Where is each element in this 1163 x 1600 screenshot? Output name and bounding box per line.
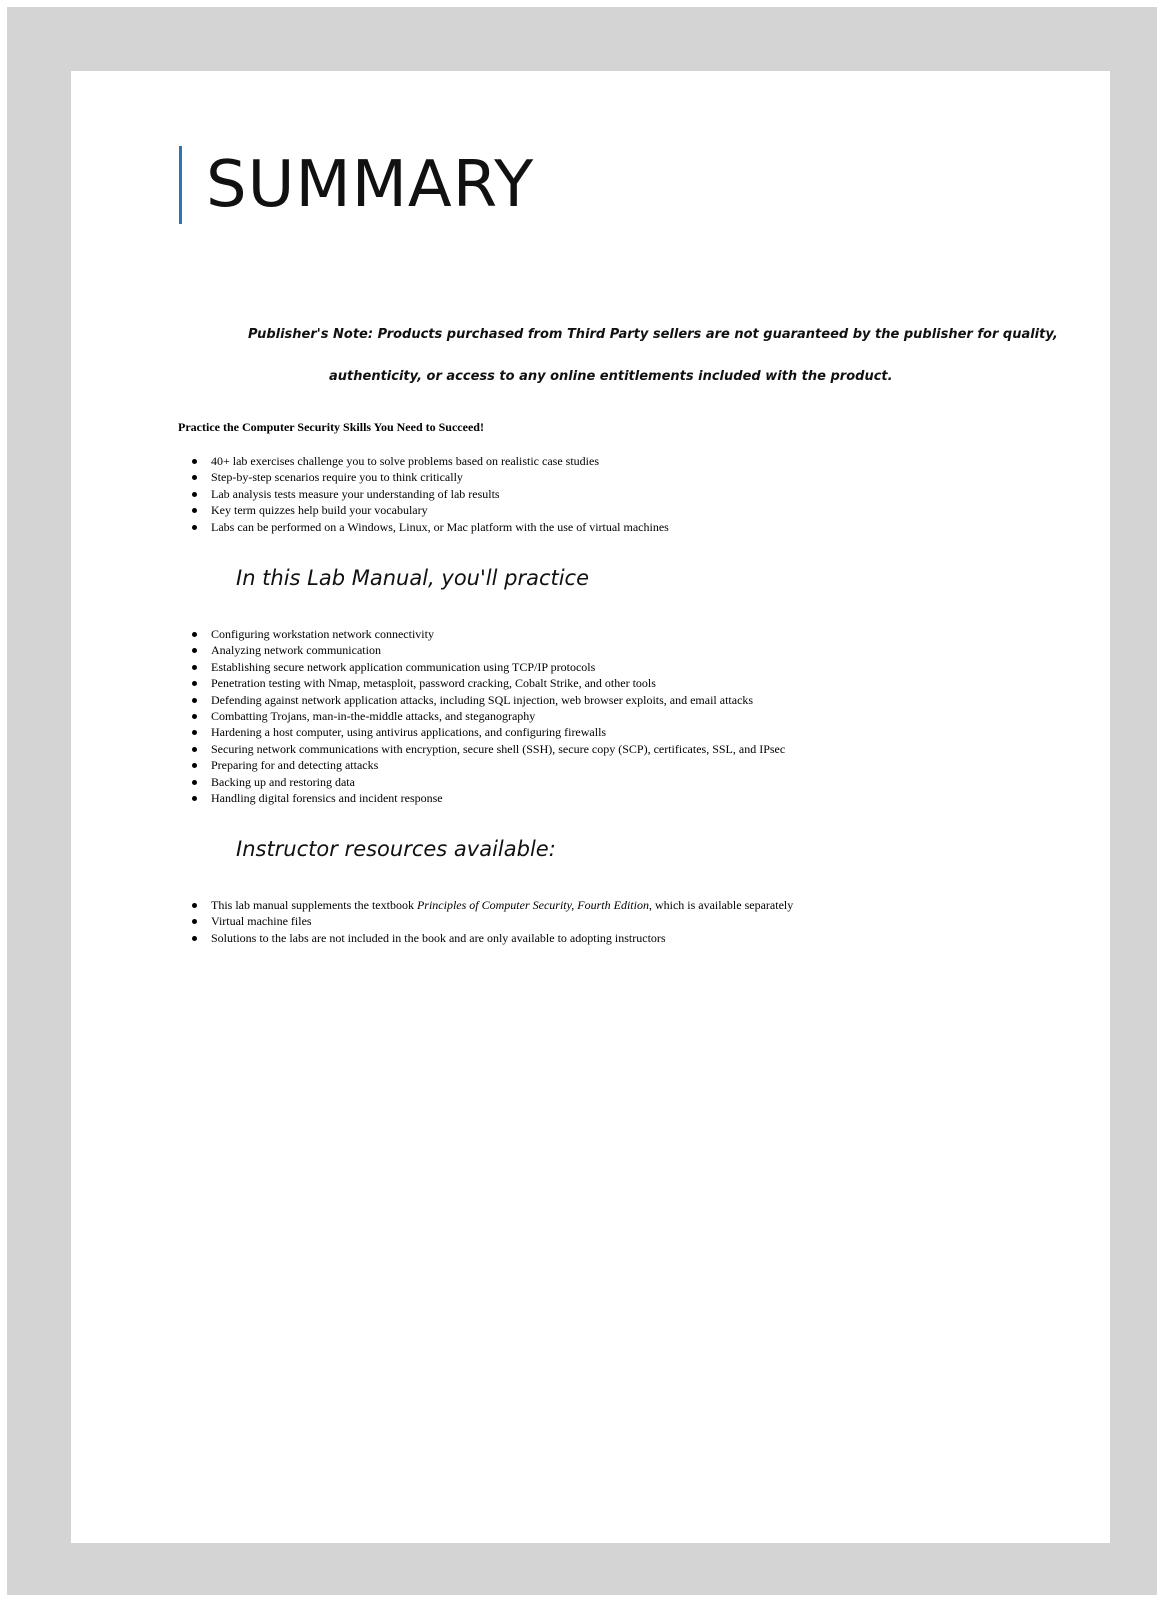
list-item: Key term quizzes help build your vocabulary <box>211 502 669 518</box>
list-item: Solutions to the labs are not included in the book and are only available to adopting instructors <box>211 930 793 946</box>
list-item: Penetration testing with Nmap, metasploit, password cracking, Cobalt Strike, and other tools <box>211 675 785 691</box>
list-item: Preparing for and detecting attacks <box>211 757 785 773</box>
list-item: Handling digital forensics and incident response <box>211 790 785 806</box>
features-list <box>178 453 669 535</box>
list-item: Lab analysis tests measure your understanding of lab results <box>211 486 669 502</box>
list-item <box>211 897 793 913</box>
list-item: 40+ lab exercises challenge you to solve problems based on realistic case studies <box>211 453 669 469</box>
resources-list <box>178 897 793 946</box>
list-item: Labs can be performed on a Windows, Linux, or Mac platform with the use of virtual machines <box>211 519 669 534</box>
title-block <box>179 146 534 224</box>
list-item: Configuring workstation network connectivity <box>211 626 785 642</box>
list-item: Establishing secure network application communication using TCP/IP protocols <box>211 659 785 675</box>
list-item: Step-by-step scenarios require you to think critically <box>211 469 669 485</box>
intro-heading: Practice the Computer Security Skills You Need to Succeed! <box>178 420 484 434</box>
practice-list <box>178 626 785 806</box>
resource-text: , which is available separately <box>648 898 794 912</box>
list-item: Backing up and restoring data <box>211 774 785 790</box>
list-item: Securing network communications with encryption, secure shell (SSH), secure copy (SCP), certificates, SSL, and IPsec <box>211 741 786 756</box>
list-item: Analyzing network communication <box>211 642 785 658</box>
page-title: SUMMARY <box>206 148 535 222</box>
list-item: Defending against network application attacks, including SQL injection, web browser exploits, and email attacks <box>211 692 785 708</box>
publisher-note-line-1: Publisher's Note: Products purchased from Third Party sellers are not guaranteed by the publisher for quality, <box>248 327 1058 342</box>
textbook-title: Principles of Computer Security, Fourth Edition <box>416 898 649 912</box>
publisher-note-line-2: authenticity, or access to any online entitlements included with the product. <box>329 369 893 384</box>
practice-heading: In this Lab Manual, you'll practice <box>236 566 590 590</box>
document-page <box>71 71 1110 1543</box>
resource-text: This lab manual supplements the textbook <box>211 898 417 912</box>
list-item: Combatting Trojans, man-in-the-middle attacks, and steganography <box>211 708 785 724</box>
list-item: Virtual machine files <box>211 913 793 929</box>
list-item: Hardening a host computer, using antivirus applications, and configuring firewalls <box>211 724 785 740</box>
resources-heading: Instructor resources available: <box>236 837 556 861</box>
